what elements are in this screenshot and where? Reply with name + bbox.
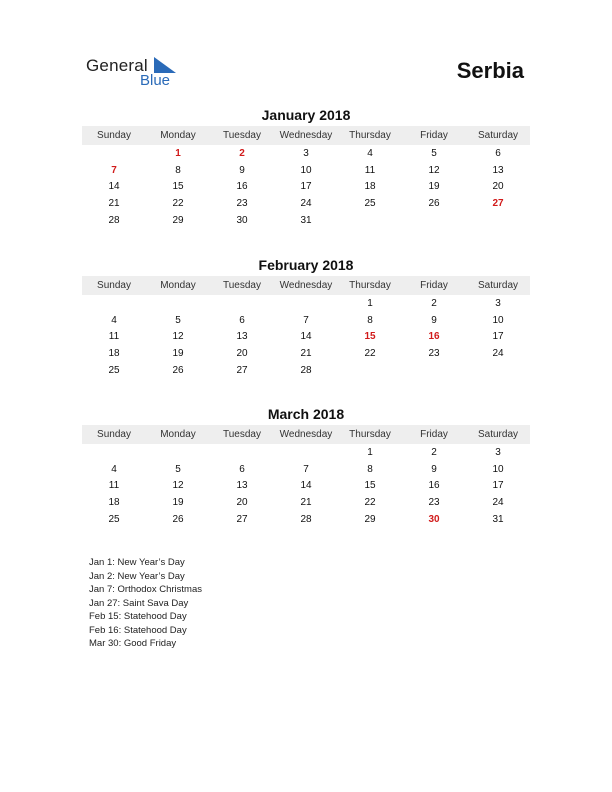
weekday-label: Monday — [160, 429, 196, 440]
day-cell: 26 — [428, 198, 440, 210]
day-cell: 4 — [367, 147, 373, 159]
week-row — [82, 179, 530, 196]
weekday-label: Thursday — [349, 130, 391, 141]
weekday-label: Wednesday — [279, 280, 333, 291]
day-cell: 29 — [172, 215, 184, 227]
day-cell: 9 — [431, 314, 437, 326]
holiday-entry: Feb 15: Statehood Day — [89, 611, 187, 622]
weekday-label: Wednesday — [279, 429, 333, 440]
weekday-label: Saturday — [477, 280, 519, 291]
week-row — [82, 145, 530, 162]
day-cell: 26 — [172, 365, 184, 377]
week-row — [82, 212, 530, 229]
weekday-label: Sunday — [97, 130, 131, 141]
day-cell: 21 — [300, 497, 312, 509]
day-cell: 24 — [492, 497, 504, 509]
day-cell: 20 — [492, 181, 504, 193]
week-row — [82, 494, 530, 511]
week-row — [82, 511, 530, 528]
weekday-label: Saturday — [477, 429, 519, 440]
day-cell: 28 — [300, 365, 312, 377]
day-cell: 23 — [236, 198, 248, 210]
month-march — [82, 405, 530, 528]
day-cell: 18 — [108, 497, 120, 509]
day-cell: 15 — [364, 480, 376, 492]
day-cell: 14 — [300, 331, 312, 343]
day-cell: 30 — [236, 215, 248, 227]
day-cell: 25 — [108, 365, 120, 377]
day-cell: 22 — [364, 348, 376, 360]
day-cell: 12 — [428, 164, 440, 176]
logo-text-general: General — [86, 56, 148, 75]
logo-text-blue: Blue — [140, 72, 171, 89]
holiday-entry: Jan 7: Orthodox Christmas — [89, 584, 202, 595]
day-cell: 24 — [492, 348, 504, 360]
holiday-entry: Jan 27: Saint Sava Day — [89, 597, 189, 609]
day-cell: 1 — [367, 446, 373, 458]
day-cell: 6 — [239, 314, 245, 326]
week-row — [82, 444, 530, 461]
day-cell: 6 — [239, 463, 245, 475]
day-cell: 8 — [367, 314, 373, 326]
week-row — [82, 329, 530, 346]
day-cell: 5 — [175, 463, 181, 475]
day-cell: 23 — [428, 497, 440, 509]
holiday-day-cell: 16 — [428, 331, 440, 343]
month-title: January 2018 — [261, 107, 351, 123]
month-title: February 2018 — [258, 257, 354, 273]
day-cell: 28 — [300, 514, 312, 526]
day-cell: 12 — [172, 480, 184, 492]
day-cell: 4 — [111, 314, 117, 326]
weekday-label: Friday — [420, 280, 448, 291]
day-cell: 29 — [364, 514, 376, 526]
day-cell: 9 — [431, 463, 437, 475]
weekday-header-row — [82, 425, 530, 444]
week-row — [82, 362, 530, 379]
day-cell: 28 — [108, 215, 120, 227]
country-title: Serbia — [456, 58, 524, 83]
day-cell: 27 — [236, 365, 248, 377]
weekday-label: Friday — [420, 429, 448, 440]
generalblue-logo — [86, 56, 186, 92]
day-cell: 21 — [108, 198, 120, 210]
weekday-header-row — [82, 276, 530, 295]
day-cell: 25 — [364, 198, 376, 210]
day-cell: 24 — [300, 198, 312, 210]
day-cell: 2 — [431, 297, 437, 309]
day-cell: 8 — [175, 164, 181, 176]
holiday-entry: Jan 2: New Year’s Day — [89, 570, 185, 582]
weekday-label: Sunday — [97, 429, 131, 440]
day-cell: 7 — [303, 314, 309, 326]
weekday-label: Monday — [160, 280, 196, 291]
day-cell: 15 — [172, 181, 184, 193]
day-cell: 6 — [495, 147, 501, 159]
day-cell: 2 — [431, 446, 437, 458]
day-cell: 10 — [492, 314, 504, 326]
day-cell: 22 — [172, 198, 184, 210]
weekday-label: Friday — [420, 130, 448, 141]
day-cell: 18 — [364, 181, 376, 193]
day-cell: 20 — [236, 348, 248, 360]
weekday-header-row — [82, 126, 530, 145]
weekday-label: Tuesday — [223, 130, 261, 141]
day-cell: 13 — [492, 164, 504, 176]
day-cell: 11 — [364, 164, 376, 176]
weekday-label: Thursday — [349, 280, 391, 291]
day-cell: 16 — [428, 480, 440, 492]
day-cell: 5 — [175, 314, 181, 326]
holiday-day-cell: 7 — [111, 164, 117, 176]
weekday-label: Monday — [160, 130, 196, 141]
day-cell: 1 — [367, 297, 373, 309]
weekday-label: Tuesday — [223, 280, 261, 291]
day-cell: 11 — [108, 331, 120, 343]
day-cell: 17 — [300, 181, 312, 193]
day-cell: 8 — [367, 463, 373, 475]
day-cell: 18 — [108, 348, 120, 360]
day-cell: 9 — [239, 164, 245, 176]
day-cell: 17 — [492, 331, 504, 343]
week-row — [82, 478, 530, 495]
day-cell: 10 — [300, 164, 312, 176]
day-cell: 13 — [236, 480, 248, 492]
day-cell: 12 — [172, 331, 184, 343]
day-cell: 10 — [492, 463, 504, 475]
day-cell: 20 — [236, 497, 248, 509]
month-february — [82, 256, 530, 379]
day-cell: 5 — [431, 147, 437, 159]
week-row — [82, 195, 530, 212]
holiday-list — [89, 556, 202, 651]
day-cell: 11 — [108, 480, 120, 492]
day-cell: 13 — [236, 331, 248, 343]
day-cell: 3 — [495, 446, 501, 458]
day-cell: 16 — [236, 181, 248, 193]
day-cell: 4 — [111, 463, 117, 475]
day-cell: 19 — [428, 181, 440, 193]
month-title: March 2018 — [267, 406, 345, 422]
weekday-label: Saturday — [477, 130, 519, 141]
holiday-day-cell: 2 — [239, 147, 245, 159]
day-cell: 21 — [300, 348, 312, 360]
day-cell: 3 — [303, 147, 309, 159]
week-row — [82, 295, 530, 312]
holiday-day-cell: 27 — [492, 198, 504, 210]
day-cell: 17 — [492, 480, 504, 492]
weekday-label: Sunday — [97, 280, 131, 291]
week-row — [82, 461, 530, 478]
holiday-entry: Jan 1: New Year’s Day — [89, 557, 185, 568]
day-cell: 19 — [172, 348, 184, 360]
week-row — [82, 162, 530, 179]
day-cell: 7 — [303, 463, 309, 475]
week-row — [82, 345, 530, 362]
day-cell: 14 — [108, 181, 120, 193]
day-cell: 31 — [492, 514, 504, 526]
holiday-day-cell: 30 — [428, 514, 440, 526]
weekday-label: Thursday — [349, 429, 391, 440]
weekday-label: Tuesday — [223, 429, 261, 440]
day-cell: 25 — [108, 514, 120, 526]
day-cell: 23 — [428, 348, 440, 360]
day-cell: 31 — [300, 215, 312, 227]
holiday-entry: Mar 30: Good Friday — [89, 638, 177, 649]
logo-flag-icon — [154, 57, 176, 73]
day-cell: 26 — [172, 514, 184, 526]
holiday-day-cell: 15 — [364, 331, 376, 343]
holiday-day-cell: 1 — [175, 147, 181, 159]
day-cell: 14 — [300, 480, 312, 492]
week-row — [82, 312, 530, 329]
day-cell: 3 — [495, 297, 501, 309]
day-cell: 19 — [172, 497, 184, 509]
holiday-entry: Feb 16: Statehood Day — [89, 624, 187, 636]
month-january — [82, 106, 530, 229]
weekday-label: Wednesday — [279, 130, 333, 141]
day-cell: 27 — [236, 514, 248, 526]
day-cell: 22 — [364, 497, 376, 509]
